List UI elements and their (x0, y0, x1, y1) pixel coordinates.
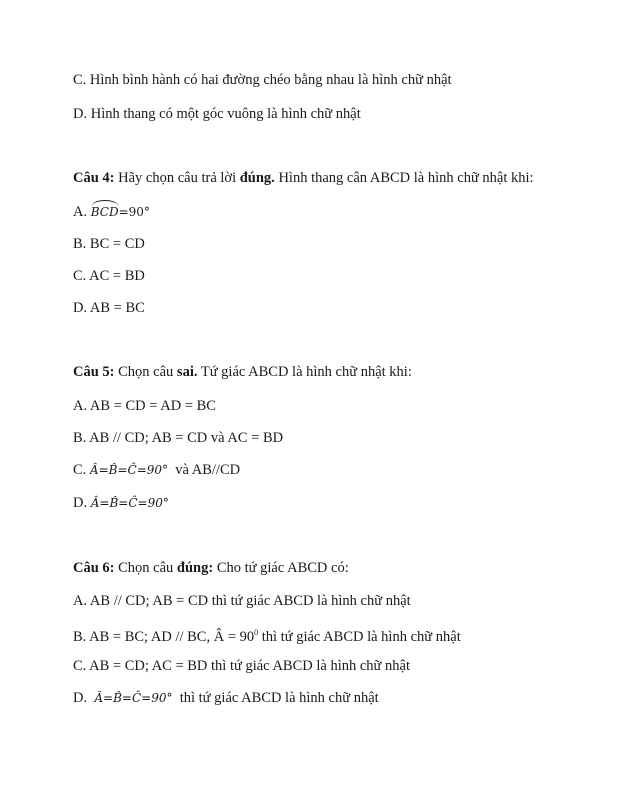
q6-text-post: Cho tứ giác ABCD có: (213, 560, 349, 576)
q4-question (73, 169, 534, 187)
option-text: B. AB = BC; AD // BC, Â = 90 (73, 628, 255, 645)
q5-text-pre: Chọn câu (114, 364, 177, 380)
q4-label: Câu 4: (73, 170, 115, 186)
angle-bcd: BCD (90, 205, 119, 219)
q5-option-a: A. AB = CD = AD = BC (73, 398, 216, 414)
q4-text-pre: Hãy chọn câu trả lời (114, 170, 240, 186)
q5-emphasis: sai. (176, 364, 198, 380)
q5-question (73, 363, 412, 381)
q4-option-b: B. BC = CD (73, 236, 145, 252)
q5-option-b: B. AB // CD; AB = CD và AC = BD (73, 430, 284, 446)
q6-text-pre: Chọn câu (114, 560, 177, 576)
angle-equation: Â=B̂=Ĉ=90° (90, 496, 169, 510)
q4-option-d: D. AB = BC (73, 300, 145, 316)
q3-option-d: D. Hình thang có một góc vuông là hình chữ nhật (73, 106, 361, 122)
q6-label: Câu 6: (73, 560, 115, 576)
q4-emphasis: đúng. (239, 170, 275, 186)
q4-option-c: C. AC = BD (73, 268, 145, 284)
q4-text-post: Hình thang cân ABCD là hình chữ nhật khi: (274, 170, 534, 186)
q6-option-c: C. AB = CD; AC = BD thì tứ giác ABCD là hình chữ nhật (73, 658, 410, 674)
q4-option-a (73, 203, 150, 221)
q6-emphasis: đúng: (176, 560, 214, 576)
angle-equation: Â=B̂=Ĉ=90° (89, 463, 169, 477)
degree-superscript: 0 (254, 628, 259, 637)
q5-option-d (73, 494, 169, 512)
option-prefix: C. (73, 462, 90, 478)
option-prefix: D. (73, 495, 91, 511)
angle-equation: Â=B̂=Ĉ=90° (94, 691, 173, 705)
q6-option-a: A. AB // CD; AB = CD thì tứ giác ABCD là hình chữ nhật (73, 593, 411, 609)
option-text-post: thì tứ giác ABCD là hình chữ nhật (258, 628, 461, 645)
option-prefix: A. (73, 204, 91, 220)
angle-value: =90° (118, 205, 150, 219)
q5-label: Câu 5: (73, 364, 115, 380)
q6-option-d (73, 689, 379, 707)
option-suffix: và AB//CD (168, 462, 241, 478)
q3-option-c: C. Hình bình hành có hai đường chéo bằng nhau là hình chữ nhật (73, 72, 452, 88)
q6-option-b (73, 624, 461, 646)
option-prefix: D. (73, 690, 95, 706)
q5-option-c (73, 461, 240, 479)
q5-text-post: Tứ giác ABCD là hình chữ nhật khi: (197, 364, 412, 380)
q6-question (73, 559, 349, 577)
option-suffix: thì tứ giác ABCD là hình chữ nhật (172, 690, 379, 706)
